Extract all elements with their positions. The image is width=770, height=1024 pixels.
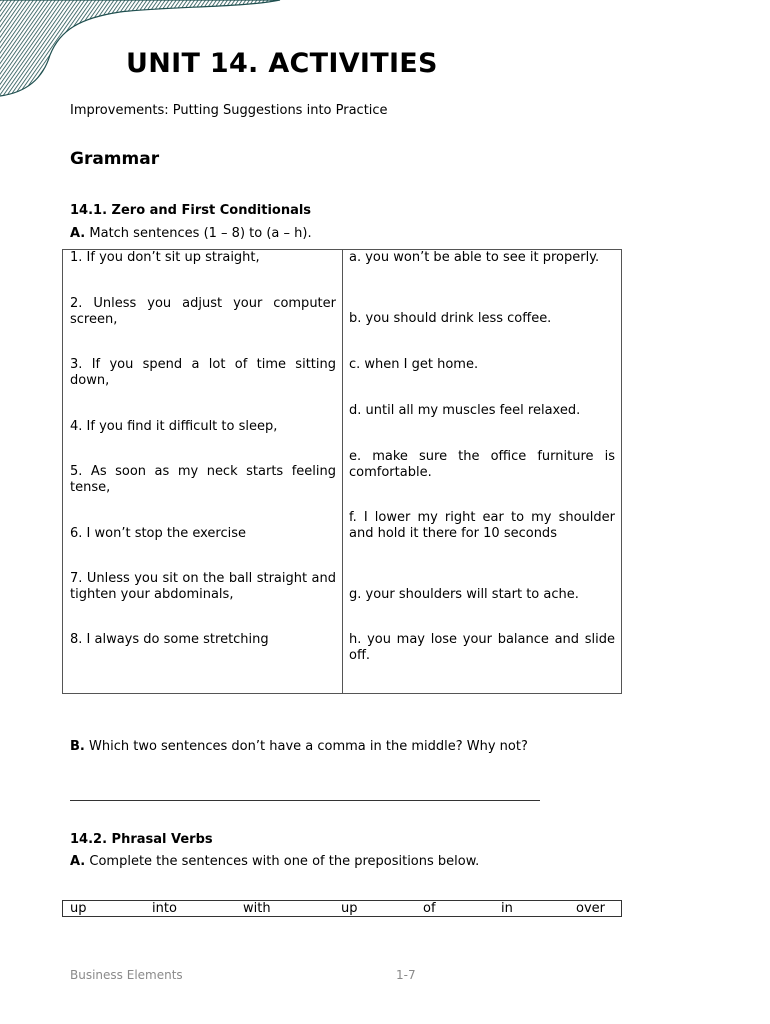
sentence-start-8: 8. I always do some stretching bbox=[70, 632, 269, 647]
sentence-start-6: 6. I won’t stop the exercise bbox=[70, 526, 247, 541]
exercise-heading-14-1: 14.1. Zero and First Conditionals bbox=[70, 203, 312, 218]
footer-page-number: 1-7 bbox=[396, 968, 416, 982]
preposition-word: of bbox=[423, 901, 436, 916]
exercise-heading-14-2: 14.2. Phrasal Verbs bbox=[70, 832, 213, 847]
preposition-word: into bbox=[152, 901, 177, 916]
sentence-end-g: g. your shoulders will start to ache. bbox=[349, 587, 579, 602]
preposition-word: in bbox=[501, 901, 513, 916]
page-subtitle: Improvements: Putting Suggestions into Practice bbox=[70, 103, 388, 118]
sentence-start-1: 1. If you don’t sit up straight, bbox=[70, 250, 260, 265]
footer-book-title: Business Elements bbox=[70, 968, 183, 982]
sentence-end-d: d. until all my muscles feel relaxed. bbox=[349, 403, 581, 418]
sentence-start-4: 4. If you find it difficult to sleep, bbox=[70, 419, 278, 434]
sentence-start-7: 7. Unless you sit on the ball straight and tighten your abdominals, bbox=[70, 571, 336, 602]
part-letter: A. bbox=[70, 854, 86, 869]
instruction-14-1-a bbox=[70, 226, 312, 241]
preposition-word: up bbox=[70, 901, 87, 916]
preposition-word: up bbox=[341, 901, 358, 916]
sentence-end-f: f. I lower my right ear to my shoulder and hold it there for 10 seconds bbox=[349, 510, 615, 541]
sentence-end-a: a. you won’t be able to see it properly. bbox=[349, 250, 600, 265]
instruction-text: Match sentences (1 – 8) to (a – h). bbox=[85, 226, 312, 241]
part-letter: B. bbox=[70, 739, 85, 754]
instruction-text: Which two sentences don’t have a comma in the middle? Why not? bbox=[84, 739, 528, 754]
matching-table bbox=[62, 249, 622, 694]
page-title: UNIT 14. ACTIVITIES bbox=[126, 48, 438, 79]
answer-line[interactable] bbox=[70, 790, 540, 801]
column-divider bbox=[342, 250, 343, 693]
sentence-end-e: e. make sure the office furniture is comfortable. bbox=[349, 449, 615, 480]
section-heading-grammar: Grammar bbox=[70, 149, 160, 169]
instruction-text: Complete the sentences with one of the prepositions below. bbox=[85, 854, 480, 869]
sentence-end-h: h. you may lose your balance and slide off. bbox=[349, 632, 615, 663]
sentence-end-b: b. you should drink less coffee. bbox=[349, 311, 552, 326]
sentence-start-3: 3. If you spend a lot of time sitting down, bbox=[70, 357, 336, 388]
part-letter: A. bbox=[70, 226, 86, 241]
instruction-14-1-b bbox=[70, 739, 528, 754]
sentence-end-c: c. when I get home. bbox=[349, 357, 479, 372]
instruction-14-2-a bbox=[70, 854, 479, 869]
preposition-box bbox=[62, 900, 622, 917]
sentence-start-5: 5. As soon as my neck starts feeling tense, bbox=[70, 464, 336, 495]
sentence-start-2: 2. Unless you adjust your computer screen, bbox=[70, 296, 336, 327]
preposition-word: with bbox=[243, 901, 271, 916]
preposition-word: over bbox=[576, 901, 605, 916]
